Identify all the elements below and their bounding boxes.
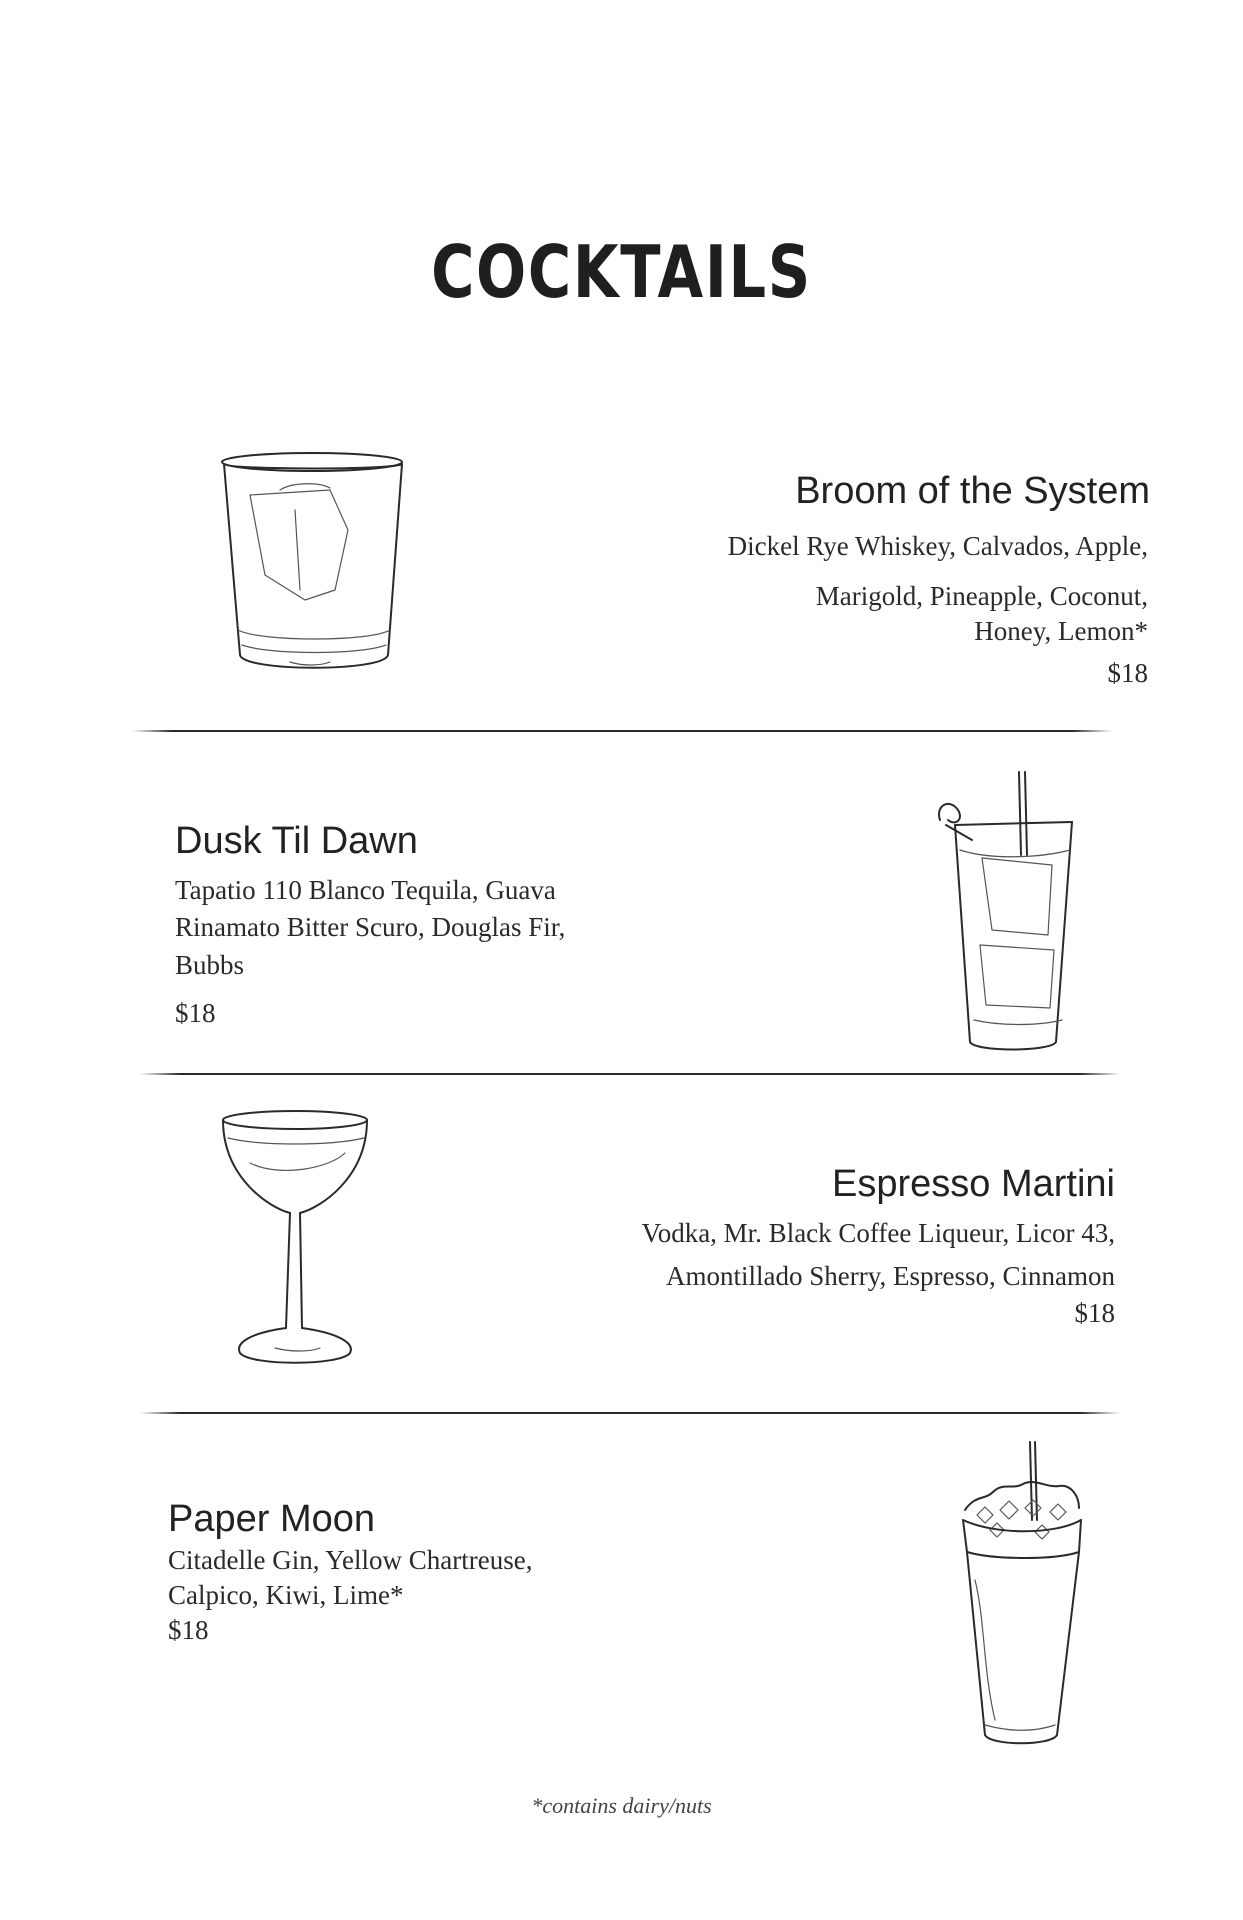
item-ingredients-line: Marigold, Pineapple, Coconut,: [815, 581, 1148, 611]
item-price: $18: [1074, 1298, 1115, 1328]
section-divider: [132, 730, 1112, 732]
item-name: Paper Moon: [168, 1498, 376, 1540]
item-price: $18: [175, 998, 216, 1028]
item-ingredients-line: Bubbs: [175, 950, 245, 980]
rocks-glass-icon: [220, 450, 405, 680]
footnote: *contains dairy/nuts: [531, 1793, 712, 1818]
item-ingredients-line: Dickel Rye Whiskey, Calvados, Apple,: [727, 531, 1148, 561]
item-name: Espresso Martini: [832, 1163, 1115, 1205]
highball-glass-icon: [930, 770, 1080, 1055]
item-ingredients-line: Calpico, Kiwi, Lime*: [168, 1580, 404, 1610]
item-price: $18: [168, 1615, 209, 1645]
item-ingredients-line: Citadelle Gin, Yellow Chartreuse,: [168, 1545, 533, 1575]
item-ingredients-line: Vodka, Mr. Black Coffee Liqueur, Licor 43,: [641, 1218, 1115, 1248]
section-divider: [140, 1412, 1120, 1414]
item-ingredients-line: Honey, Lemon*: [974, 616, 1148, 646]
item-price: $18: [1107, 658, 1148, 688]
item-ingredients-line: Tapatio 110 Blanco Tequila, Guava: [175, 875, 556, 905]
item-ingredients-line: Amontillado Sherry, Espresso, Cinnamon: [666, 1261, 1115, 1291]
crushed-ice-glass-icon: [955, 1440, 1085, 1750]
section-divider: [140, 1073, 1120, 1075]
item-name: Broom of the System: [795, 470, 1150, 512]
coupe-glass-icon: [220, 1108, 370, 1368]
item-name: Dusk Til Dawn: [175, 820, 418, 862]
item-ingredients-line: Rinamato Bitter Scuro, Douglas Fir,: [175, 912, 566, 942]
page-title: COCKTAILS: [431, 230, 812, 314]
